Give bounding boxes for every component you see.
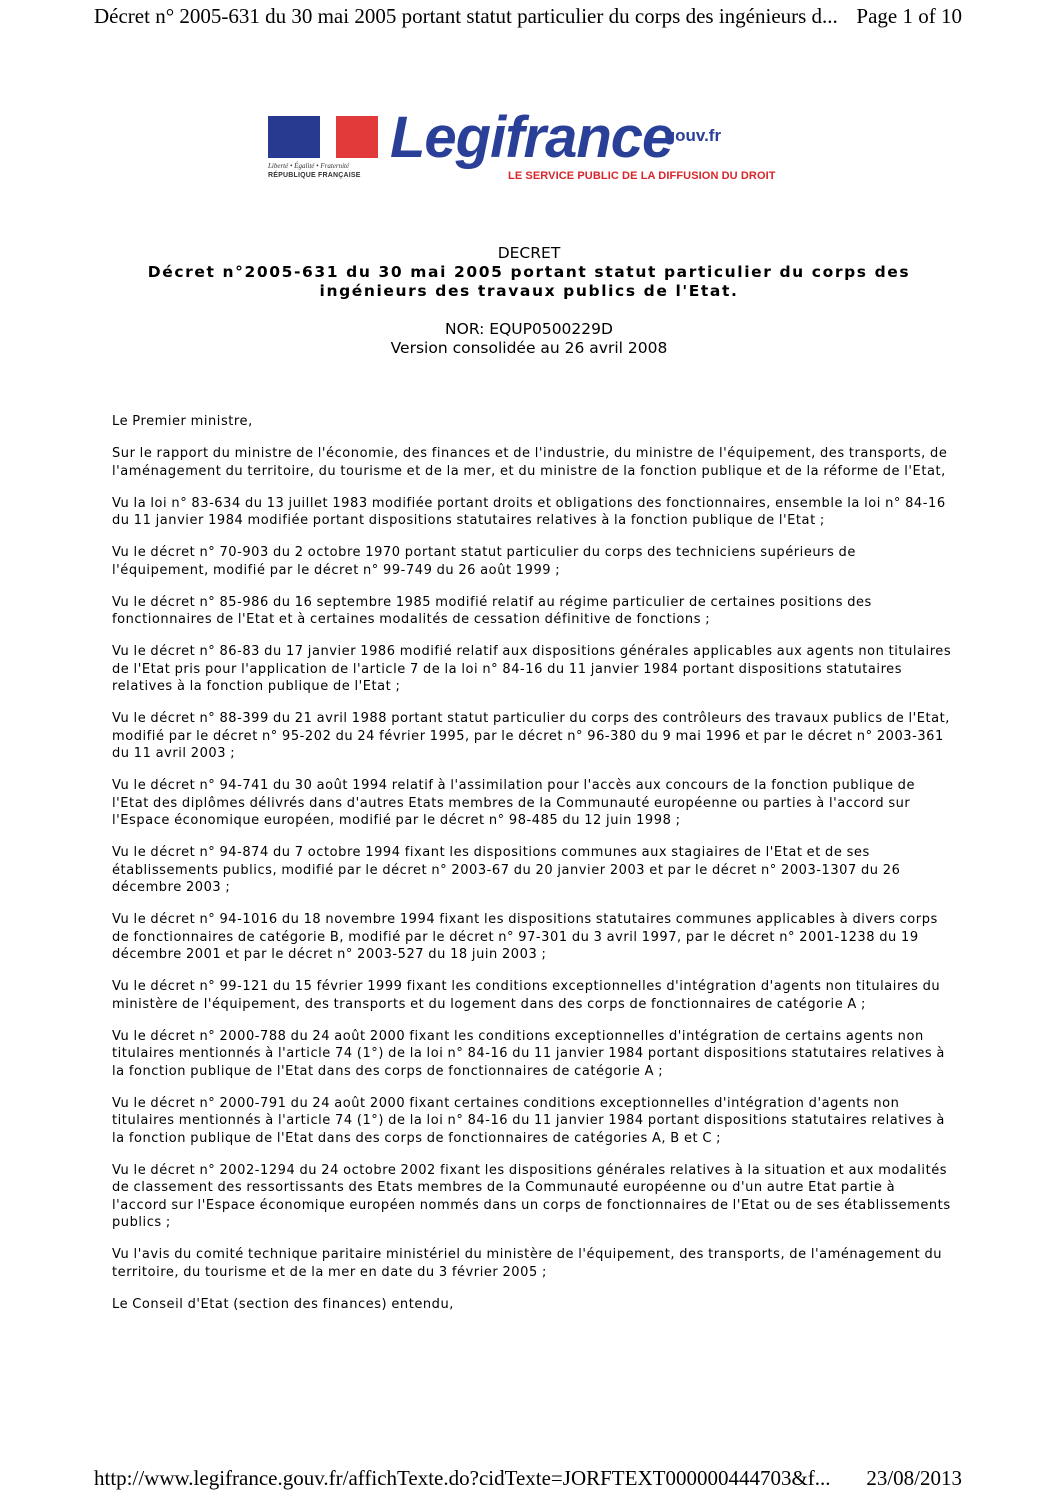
- republic-flag-icon: [268, 116, 378, 158]
- document-version: Version consolidée au 26 avril 2008: [390, 339, 668, 357]
- logo-republic: RÉPUBLIQUE FRANÇAISE: [268, 172, 361, 179]
- document-body: [112, 413, 952, 1328]
- document-nor: NOR: EQUP0500229D: [445, 320, 613, 338]
- paragraph: Le Premier ministre,: [112, 414, 253, 429]
- document-type: DECRET: [497, 244, 561, 262]
- document-heading: [100, 244, 958, 358]
- paragraph: Le Conseil d'Etat (section des finances) entendu,: [112, 1296, 454, 1312]
- document-title: Décret n°2005-631 du 30 mai 2005 portant statut particulier du corps des ingénieurs des travaux publics de l'Etat.: [147, 263, 911, 300]
- paragraph: Vu le décret n° 94-1016 du 18 novembre 1994 fixant les dispositions statutaires communes applicables à divers corps de fonctionnaires de catégorie B, modifié par le décret n° 97-301 du 3 avril 1997, par le décret n° 2001-1238 du 19 décembre 2001 et par le décret n° 2003-527 du 18 juin 2003 ;: [112, 912, 938, 962]
- print-footer: [0, 1466, 1058, 1496]
- legifrance-logo: [268, 105, 798, 188]
- print-footer-date: 23/08/2013: [866, 1466, 962, 1490]
- logo-motto: Liberté • Égalité • Fraternité: [268, 162, 350, 170]
- paragraph: Vu le décret n° 2002-1294 du 24 octobre 2002 fixant les dispositions générales relatives à la situation et aux modalités de classement des ressortissants des Etats membres de la Communauté européenne ou d'un autre Etat partie à l'accord sur l'Espace économique européen nommés dans un corps de fonctionnaires de l'Etat ou de ses établissements publics ;: [112, 1162, 951, 1230]
- logo-domain: .gouv.fr: [660, 126, 722, 145]
- logo-tagline: LE SERVICE PUBLIC DE LA DIFFUSION DU DROIT: [508, 170, 776, 182]
- paragraph: Vu le décret n° 86-83 du 17 janvier 1986 modifié relatif aux dispositions générales applicables aux agents non titulaires de l'Etat pris pour l'application de l'article 7 de la loi n° 84-16 du 11 janvier 1984 portant dispositions statutaires relatives à la fonction publique de l'Etat ;: [112, 644, 952, 694]
- paragraph: Vu le décret n° 2000-791 du 24 août 2000 fixant certaines conditions exceptionnelles d'intégration d'agents non titulaires mentionnés à l'article 74 (1°) de la loi n° 84-16 du 11 janvier 1984 portant dispositions statutaires relatives à la fonction publique de l'Etat dans des corps de fonctionnaires de catégories A, B et C ;: [112, 1095, 945, 1146]
- paragraph: Vu la loi n° 83-634 du 13 juillet 1983 modifiée portant droits et obligations des fonctionnaires, ensemble la loi n° 84-16 du 11 janvier 1984 modifiée portant dispositions statutaires relatives à la fonction publique de l'Etat ;: [112, 495, 946, 528]
- paragraph: Vu le décret n° 94-741 du 30 août 1994 relatif à l'assimilation pour l'accès aux concours de la fonction publique de l'Etat des diplômes délivrés dans d'autres Etats membres de la Communauté européenne ou parties à l'accord sur l'Espace économique européen, modifié par le décret n° 98-485 du 12 juin 1998 ;: [112, 778, 916, 828]
- print-header-page-number: Page 1 of 10: [856, 4, 962, 28]
- print-header: [0, 4, 1058, 34]
- paragraph: Vu le décret n° 88-399 du 21 avril 1988 portant statut particulier du corps des contrôleurs des travaux publics de l'Etat, modifié par le décret n° 95-202 du 24 février 1995, par le décret n° 96-380 du 9 mai 1996 et par le décret n° 2003-361 du 11 avril 2003 ;: [112, 711, 950, 761]
- paragraph: Vu l'avis du comité technique paritaire ministériel du ministère de l'équipement, des transports, de l'aménagement du territoire, du tourisme et de la mer en date du 3 février 2005 ;: [112, 1247, 943, 1280]
- logo-brand: Legifrance: [390, 105, 674, 170]
- paragraph: Sur le rapport du ministre de l'économie, des finances et de l'industrie, du ministre de l'équipement, des transports, de l'aménagement du territoire, du tourisme et de la mer, et du ministre de la fonction publique et de la réforme de l'Etat,: [112, 446, 948, 479]
- print-header-title: Décret n° 2005-631 du 30 mai 2005 portant statut particulier du corps des ingénieurs d...: [94, 4, 838, 28]
- print-footer-url: http://www.legifrance.gouv.fr/affichTexte.do?cidTexte=JORFTEXT000000444703&f...: [94, 1466, 831, 1490]
- paragraph: Vu le décret n° 2000-788 du 24 août 2000 fixant les conditions exceptionnelles d'intégration de certains agents non titulaires mentionnés à l'article 74 (1°) de la loi n° 84-16 du 11 janvier 1984 portant dispositions statutaires relatives à la fonction publique de l'Etat dans des corps de fonctionnaires de catégorie A ;: [112, 1028, 945, 1079]
- paragraph: Vu le décret n° 94-874 du 7 octobre 1994 fixant les dispositions communes aux stagiaires de l'Etat et de ses établissements publics, modifié par le décret n° 2003-67 du 20 janvier 2003 et par le décret n° 2003-1307 du 26 décembre 2003 ;: [112, 845, 901, 895]
- paragraph: Vu le décret n° 85-986 du 16 septembre 1985 modifié relatif au régime particulier de certaines positions des fonctionnaires de l'Etat et à certaines modalités de cessation définitive de fonctions ;: [112, 594, 872, 627]
- paragraph: Vu le décret n° 99-121 du 15 février 1999 fixant les conditions exceptionnelles d'intégration d'agents non titulaires du ministère de l'équipement, des transports et du logement dans des corps de fonctionnaires de catégorie A ;: [112, 979, 941, 1012]
- paragraph: Vu le décret n° 70-903 du 2 octobre 1970 portant statut particulier du corps des techniciens supérieurs de l'équipement, modifié par le décret n° 99-749 du 26 août 1999 ;: [112, 545, 856, 578]
